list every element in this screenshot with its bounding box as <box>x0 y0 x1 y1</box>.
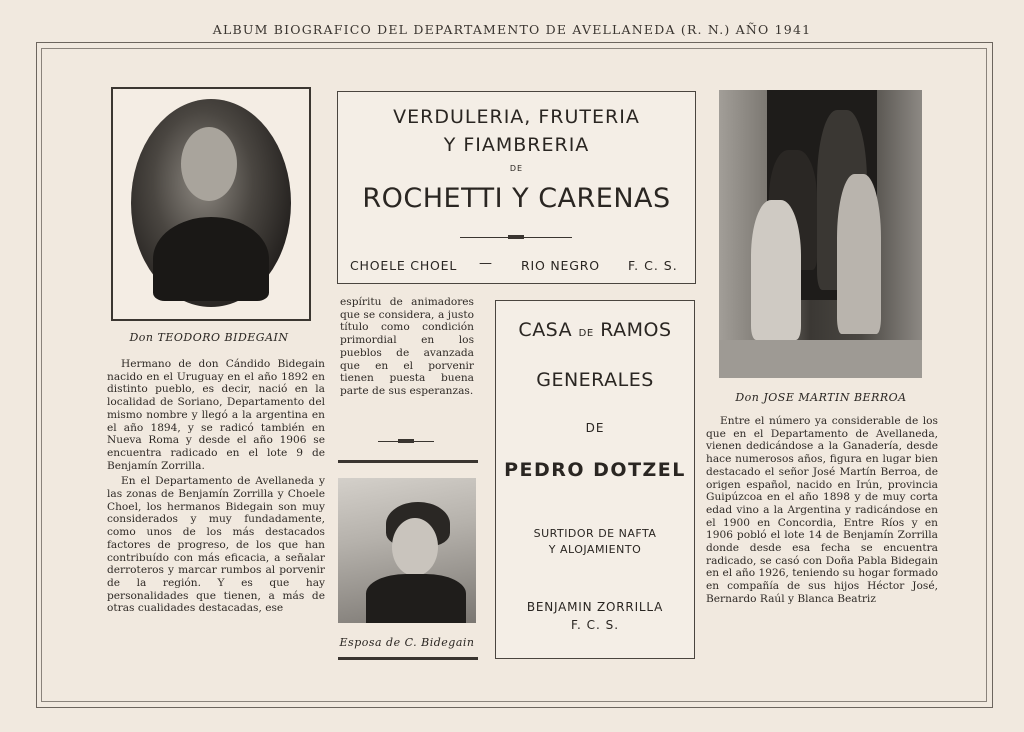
center-ornament-center <box>398 439 414 443</box>
ad-dotzel-place: BENJAMIN ZORRILLA <box>526 600 664 614</box>
esposa-face <box>392 518 438 576</box>
ad-dotzel-line2: GENERALES <box>536 369 654 391</box>
running-header: ALBUM BIOGRAFICO DEL DEPARTAMENTO DE AVELLANEDA (R. N.) AÑO 1941 <box>212 22 812 37</box>
ad-dotzel-de-small: DE <box>578 328 594 339</box>
left-paragraph-2: En el Departamento de Avellaneda y las zonas de Benjamín Zorrilla y Choele Choel, los hermanos Bidegain son muy considerados y muy fundadamente, como unos de los más destacados factores de progreso, de los que han contribuído con más eficacia, a señalar derroteros y marcar rumbos al porvenir de la región. Y es que hay personalidades que tienen, a más de otras cualidades destacadas, ese <box>107 475 325 615</box>
ad-dotzel-de: DE <box>585 421 605 435</box>
ad-rochetti-town: CHOELE CHOEL <box>350 258 458 273</box>
family-ground <box>719 340 922 378</box>
photo-esposa-bidegain <box>338 478 476 623</box>
family-child-left <box>751 200 801 340</box>
caption-berroa: Don JOSE MARTIN BERROA <box>735 391 907 404</box>
left-paragraph-1: Hermano de don Cándido Bidegain nacido en el Uruguay en el año 1892 en distinto pueblo, es decir, nació en la localidad de Soriano, Departamento del mismo nombre y llegó a la argentina en el año 1894, y se radicó también en Nueva Roma y desde el año 1906 se encuentra radicado en el lote 9 de Benjamín Zorrilla. <box>107 358 325 472</box>
left-column-text <box>107 358 325 615</box>
ad-dotzel-name: PEDRO DOTZEL <box>504 459 686 481</box>
ad-rochetti-de: DE <box>509 164 524 173</box>
center-photo-top-rule <box>338 460 478 463</box>
ad-dotzel-casa: CASA <box>518 319 573 341</box>
photo-berroa-family <box>719 90 922 378</box>
right-paragraph: Entre el número ya considerable de los que en el Departamento de Avellaneda, vienen dedicándose a la Ganadería, desde hace numerosos años, figura en lugar bien destacado el señor José Martín Berroa, de origen español, nacido en Irún, provincia Guipúzcoa en el año 1898 y de muy corta edad vino a la Argentina y radicándose en el 1900 en Concordia, Entre Ríos y en 1906 pobló el lote 14 de Benjamín Zorrilla donde desde esa fecha se encuentra radicado, se casó con Doña Pabla Bidegain en el año 1926, teniendo su hogar formado en compañía de sus hijos Héctor José, Bernardo Raúl y Blanca Beatriz <box>706 415 938 605</box>
ad-rochetti-rail: F. C. S. <box>628 258 678 273</box>
portrait-teodoro-photo <box>131 99 291 307</box>
ad-dotzel-line1 <box>496 319 694 341</box>
ad-rochetti-line1: VERDULERIA, FRUTERIA <box>393 106 640 128</box>
portrait-face <box>181 127 237 201</box>
caption-esposa: Esposa de C. Bidegain <box>339 636 475 649</box>
ad-dotzel-service1: SURTIDOR DE NAFTA <box>533 527 657 540</box>
ad-rochetti-region: RIO NEGRO <box>521 258 600 273</box>
ad-rochetti-line2: Y FIAMBRERIA <box>443 134 590 156</box>
ad-rochetti-rule-center <box>508 235 524 239</box>
ad-rochetti-name: ROCHETTI Y CARENAS <box>362 183 671 214</box>
ad-dotzel-ramos: RAMOS <box>600 319 672 341</box>
ad-rochetti-dash: — <box>479 256 492 271</box>
ad-dotzel-service2: Y ALOJAMIENTO <box>548 543 642 556</box>
esposa-body <box>366 574 466 623</box>
ad-pedro-dotzel <box>495 300 695 659</box>
caption-teodoro: Don TEODORO BIDEGAIN <box>129 331 289 344</box>
portrait-figure <box>153 217 269 301</box>
ad-dotzel-rail: F. C. S. <box>570 618 620 632</box>
ad-rochetti-carenas <box>337 91 696 284</box>
portrait-teodoro-frame <box>111 87 311 321</box>
center-paragraph: espíritu de animadores que se considera, a justo título como condición primordial en los pueblos de avanzada que en el porvenir tienen puesta buena parte de sus esperanzas. <box>340 296 474 397</box>
family-child-right <box>837 174 881 334</box>
center-photo-bottom-rule <box>338 657 478 660</box>
